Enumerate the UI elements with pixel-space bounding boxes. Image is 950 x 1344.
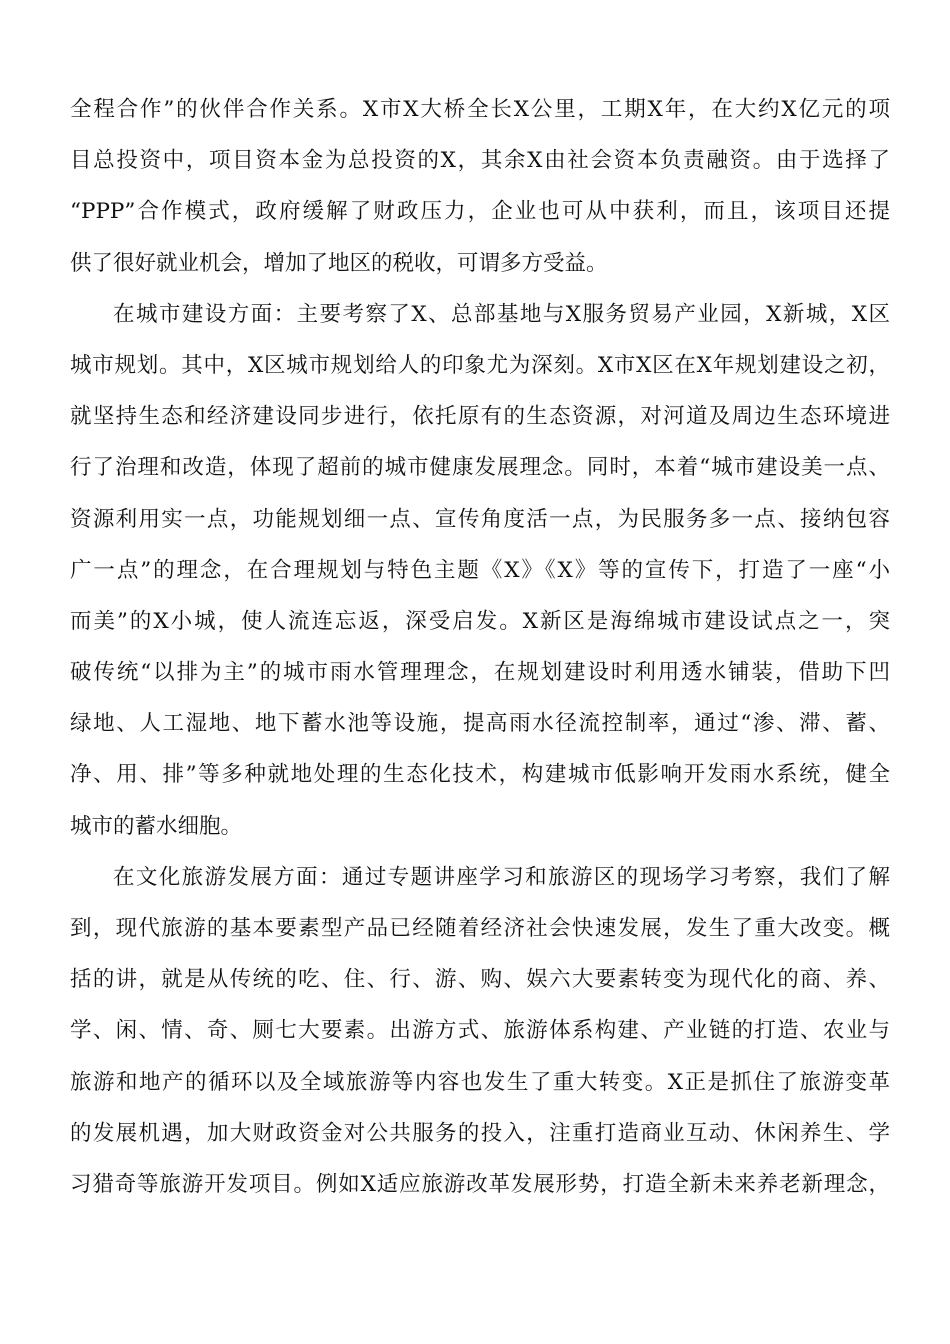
- text-line: 净、用、排”等多种就地处理的生态化技术，构建城市低影响开发雨水系统，健全: [70, 762, 890, 788]
- text-line: 括的讲，就是从传统的吃、住、行、游、购、娱六大要素转变为现代化的商、养、: [70, 967, 890, 993]
- text-line: 城市规划。其中，X区城市规划给人的印象尤为深刻。X市X区在X年规划建设之初，: [70, 352, 890, 378]
- text-line: 破传统“以排为主”的城市雨水管理理念，在规划建设时利用透水铺装，借助下凹: [70, 660, 890, 686]
- text-line: 旅游和地产的循环以及全域旅游等内容也发生了重大转变。X正是抓住了旅游变革: [70, 1069, 890, 1095]
- text-line: 而美”的X小城，使人流连忘返，深受启发。X新区是海绵城市建设试点之一，突: [70, 608, 890, 634]
- text-line: 在城市建设方面：主要考察了X、总部基地与X服务贸易产业园，X新城，X区: [113, 301, 890, 327]
- text-line: 在文化旅游发展方面：通过专题讲座学习和旅游区的现场学习考察，我们了解: [113, 864, 890, 890]
- text-line: 资源利用实一点，功能规划细一点、宣传角度活一点，为民服务多一点、接纳包容: [70, 506, 890, 532]
- text-line: 城市的蓄水细胞。: [70, 813, 243, 839]
- text-line: 广一点”的理念，在合理规划与特色主题《X》《X》等的宣传下，打造了一座“小: [70, 557, 890, 583]
- text-line: 全程合作”的伙伴合作关系。X市X大桥全长X公里，工期X年，在大约X亿元的项: [70, 97, 890, 122]
- text-line: 学、闲、情、奇、厕七大要素。出游方式、旅游体系构建、产业链的打造、农业与: [70, 1018, 890, 1044]
- text-line: 行了治理和改造，体现了超前的城市健康发展理念。同时，本着“城市建设美一点、: [70, 455, 890, 481]
- body-text: [70, 84, 890, 1210]
- text-line: 绿地、人工湿地、地下蓄水池等设施，提高雨水径流控制率，通过“渗、滞、蓄、: [70, 711, 890, 737]
- text-line: 的发展机遇，加大财政资金对公共服务的投入，注重打造商业互动、休闲养生、学: [70, 1120, 890, 1146]
- text-line: 就坚持生态和经济建设同步进行，依托原有的生态资源，对河道及周边生态环境进: [70, 404, 890, 430]
- text-line: “PPP”合作模式，政府缓解了财政压力，企业也可从中获利，而且，该项目还提: [70, 199, 890, 225]
- text-line: 目总投资中，项目资本金为总投资的X，其余X由社会资本负责融资。由于选择了: [70, 148, 890, 174]
- text-line: 到，现代旅游的基本要素型产品已经随着经济社会快速发展，发生了重大改变。概: [70, 916, 890, 941]
- text-line: 供了很好就业机会，增加了地区的税收，可谓多方受益。: [70, 250, 608, 276]
- text-line: 习猎奇等旅游开发项目。例如X适应旅游改革发展形势，打造全新未来养老新理念，: [70, 1171, 890, 1197]
